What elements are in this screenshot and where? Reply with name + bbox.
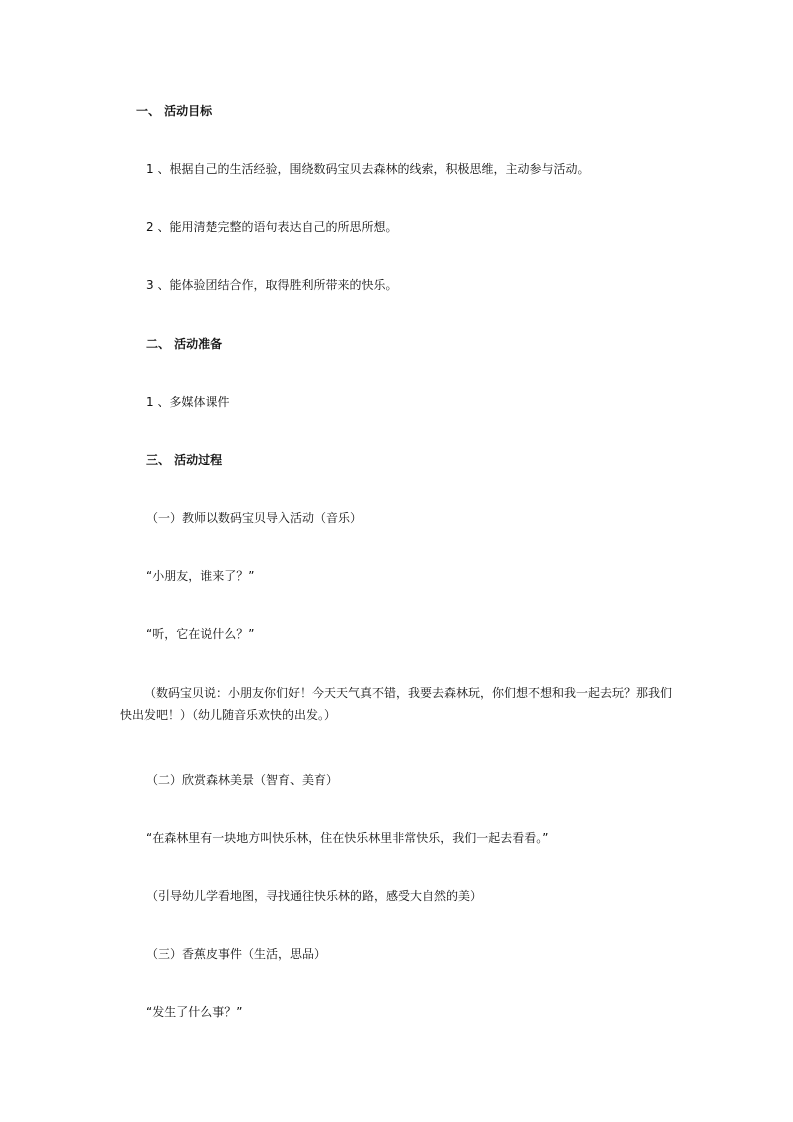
section-heading-preparation: 二、 活动准备: [146, 337, 223, 351]
section-heading-process: 三、 活动过程: [146, 453, 223, 467]
process-quote-4: “发生了什么事？”: [146, 1005, 243, 1019]
process-quote-3: “在森林里有一块地方叫快乐林，住在快乐林里非常快乐，我们一起去看看。”: [146, 831, 549, 845]
process-part2-title: （二）欣赏森林美景（智育、美育）: [146, 773, 339, 787]
process-quote-2: “听，它在说什么？”: [146, 627, 255, 641]
goal-item-1: 1 、根据自己的生活经验，围绕数码宝贝去森林的线索，积极思维，主动参与活动。: [146, 162, 590, 176]
goal-item-3: 3 、能体验团结合作，取得胜利所带来的快乐。: [146, 278, 398, 292]
goal-item-2: 2 、能用清楚完整的语句表达自己的所思所想。: [146, 220, 398, 234]
process-narration: （数码宝贝说：小朋友你们好！今天天气真不错，我要去森林玩，你们想不想和我一起去玩？那我们快出发吧！）（幼儿随音乐欢快的出发。）: [120, 686, 673, 722]
section-heading-goals: 一、 活动目标: [136, 104, 213, 118]
process-part3-title: （三）香蕉皮事件（生活，思品）: [146, 947, 327, 961]
process-part1-title: （一）教师以数码宝贝导入活动（音乐）: [146, 511, 363, 525]
preparation-item-1: 1 、多媒体课件: [146, 395, 230, 409]
process-quote-1: “小朋友，谁来了？”: [146, 569, 255, 583]
process-guide: （引导幼儿学看地图，寻找通往快乐林的路，感受大自然的美）: [146, 889, 483, 903]
